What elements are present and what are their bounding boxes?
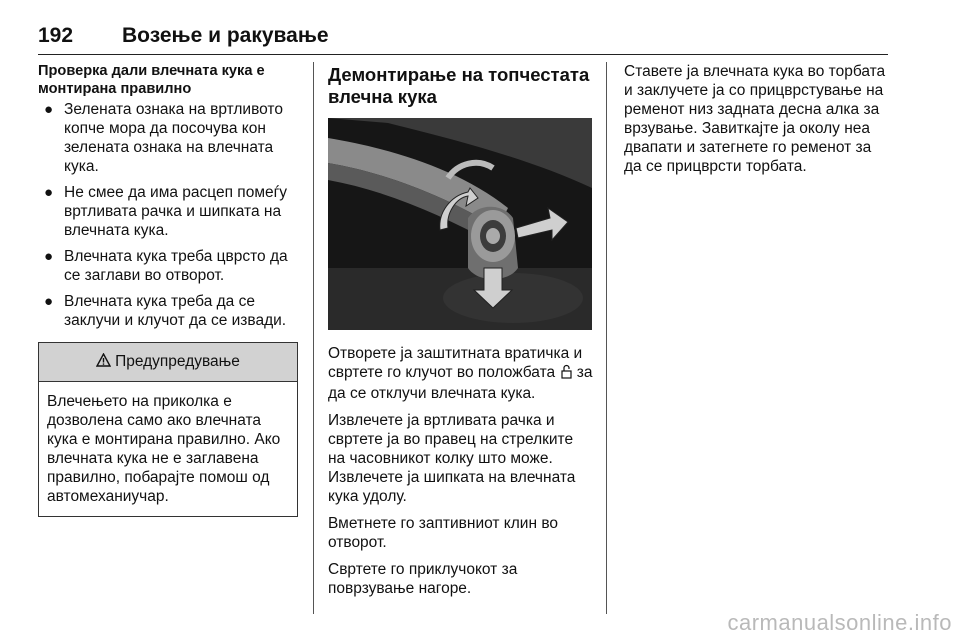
list-item: ● Влечната кука треба да се заклучи и клучот да се извади. [44,293,287,329]
warning-box [38,342,298,517]
towbar-illustration [328,118,592,330]
list-item: ● Не смее да има расцеп помеѓу вртливата рачка и шипката на влечната кука. [44,184,287,239]
warning-title: Предупредување [115,353,240,370]
page-title: Возење и ракување [122,24,329,47]
column-right [624,62,890,184]
column-left [38,62,300,517]
bullet-icon: ● [44,101,54,118]
bullet-icon: ● [44,184,54,201]
paragraph-plug: Вметнете го заптивниот клин во отворот. [328,515,559,551]
list-item: ● Влечната кука треба цврсто да се заглави во отворот. [44,248,288,284]
page-number: 192 [38,24,74,47]
list-item: ● Зелената ознака на вртливото копче мора да посочува кон зелената ознака на влечната кука. [44,101,283,175]
paragraph-unlock: Отворете ја заштитната вратичка и свртете го клучот во положбата за да се отклучи влечната кука. [328,345,593,402]
column-middle [328,62,594,606]
bullet-icon: ● [44,248,54,265]
paragraph-storage: Ставете ја влечната кука во торбата и заклучете ја со прицврстување на ременот низ задната десна алка за врзување. Завиткајте ја околу неа двапати и затегнете го ременот за да се прицврсти торбата. [624,63,886,175]
column-divider-1 [313,62,314,614]
column-divider-2 [606,62,607,614]
bullet-icon: ● [44,293,54,310]
warning-triangle-icon [96,353,111,372]
check-list [38,100,300,330]
warning-header [39,343,297,382]
watermark: carmanualsonline.info [727,610,952,635]
paragraph-socket: Свртете го приклучокот за поврзување нагоре. [328,561,518,597]
padlock-open-icon [561,364,572,384]
check-heading: Проверка дали влечната кука е монтирана правилно [38,63,265,97]
paragraph-remove: Извлечете ја вртливата рачка и свртете ја во правец на стрелките на часовникот колку што може. Извлечете ја шипката на влечната кука удолу. [328,412,576,505]
page-header [38,20,888,55]
warning-text: Влечењето на приколка е дозволена само ако влечната кука е монтирана правилно. Ако влечната кука не е заглавена правилно, побарајте помош од автомеханиучар. [47,393,281,505]
section-heading: Демонтирање на топчестата влечна кука [328,64,590,107]
